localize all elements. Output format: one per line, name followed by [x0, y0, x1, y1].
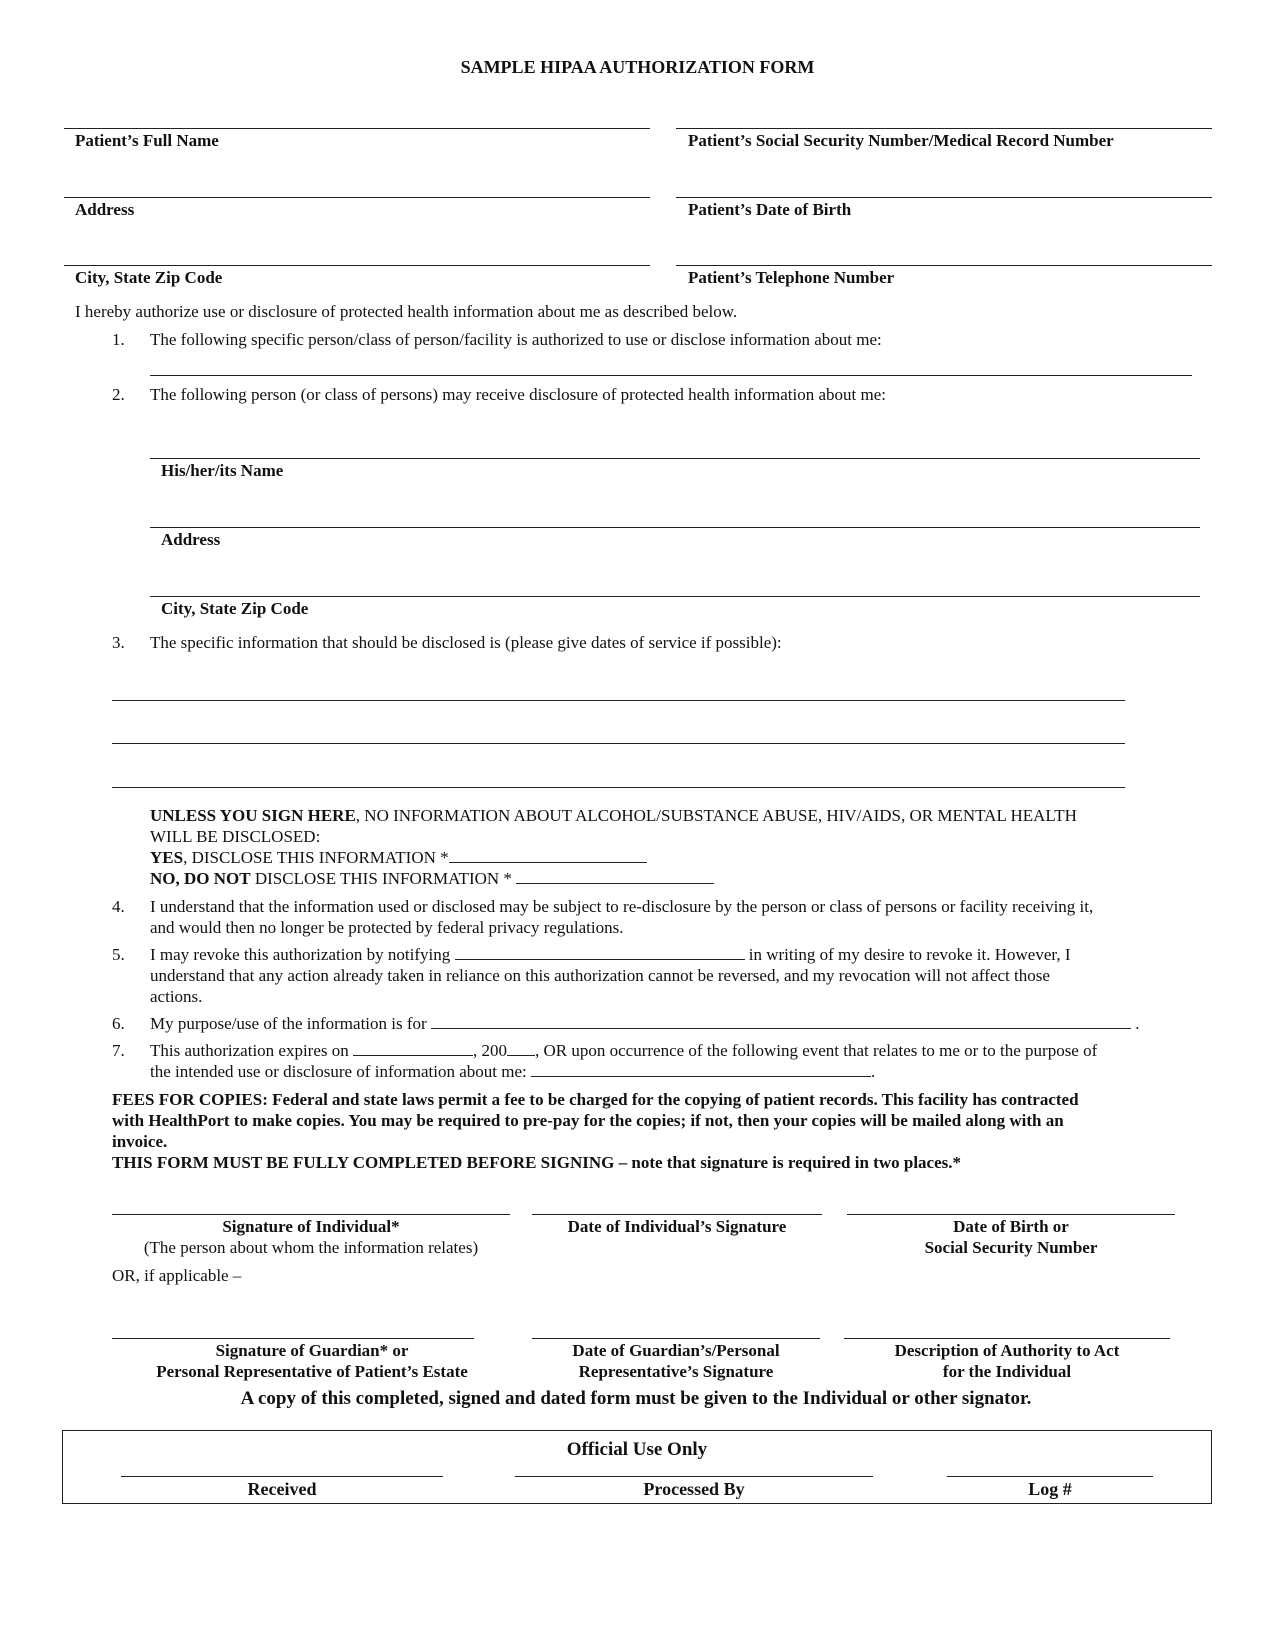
expiry-event-field[interactable]	[531, 1062, 871, 1077]
individual-signature-label: Signature of Individual*	[222, 1217, 400, 1236]
recipient-name-field[interactable]	[150, 458, 1200, 459]
or-if-applicable: OR, if applicable –	[112, 1266, 242, 1285]
item-number: 1.	[112, 330, 125, 349]
item-number: 6.	[112, 1014, 125, 1033]
full-name-label: Patient’s Full Name	[75, 131, 219, 150]
item2-text: The following person (or class of persons) may receive disclosure of protected health information about me:	[150, 385, 886, 404]
guardian-date-field[interactable]	[532, 1338, 820, 1339]
official-use-box	[62, 1430, 1212, 1504]
unless-line2: WILL BE DISCLOSED:	[150, 827, 321, 846]
guardian-signature-label-cont: Personal Representative of Patient’s Estate	[156, 1362, 468, 1381]
no-signature-field[interactable]	[516, 869, 714, 884]
fees-text-end: invoice.	[112, 1132, 168, 1151]
expiry-year-field[interactable]	[507, 1041, 535, 1056]
city-field[interactable]	[64, 265, 650, 266]
guardian-signature-field[interactable]	[112, 1338, 474, 1339]
full-name-field[interactable]	[64, 128, 650, 129]
individual-date-label: Date of Individual’s Signature	[567, 1217, 787, 1236]
ssn-field[interactable]	[676, 128, 1212, 129]
log-number-label: Log #	[1028, 1479, 1072, 1499]
item5-text: I may revoke this authorization by notifying in writing of my desire to revoke it. However, I	[150, 945, 1071, 964]
address-label: Address	[75, 200, 135, 219]
ssn-label: Patient’s Social Security Number/Medical Record Number	[688, 131, 1114, 150]
received-label: Received	[247, 1479, 317, 1499]
item7-text-cont: the intended use or disclosure of information about me: .	[150, 1062, 876, 1081]
authority-field[interactable]	[844, 1338, 1170, 1339]
received-field[interactable]	[121, 1476, 443, 1477]
info-field-2[interactable]	[112, 743, 1125, 744]
item3-text: The specific information that should be disclosed is (please give dates of service if possible):	[150, 633, 782, 652]
recipient-address-label: Address	[161, 530, 221, 549]
fees-text: FEES FOR COPIES: Federal and state laws permit a fee to be charged for the copying of patient records. This facility has contracted	[112, 1090, 1079, 1109]
form-title: SAMPLE HIPAA AUTHORIZATION FORM	[460, 57, 815, 77]
item-number: 2.	[112, 385, 125, 404]
address-field[interactable]	[64, 197, 650, 198]
no-disclose: NO, DO NOT DISCLOSE THIS INFORMATION *	[150, 869, 714, 889]
processed-by-label: Processed By	[643, 1479, 745, 1499]
item4-text: I understand that the information used or disclosed may be subject to re-disclosure by the person or class of persons or facility receiving it,	[150, 897, 1094, 916]
phone-label: Patient’s Telephone Number	[688, 268, 895, 287]
item1-field[interactable]	[150, 375, 1192, 376]
authority-label-cont: for the Individual	[942, 1362, 1072, 1381]
item7-text: This authorization expires on , 200 , OR upon occurrence of the following event that relates to me or to the purpose of	[150, 1041, 1098, 1060]
expiry-date-field[interactable]	[353, 1041, 473, 1056]
guardian-date-label-cont: Representative’s Signature	[578, 1362, 774, 1381]
phone-field[interactable]	[676, 265, 1212, 266]
recipient-address-field[interactable]	[150, 527, 1200, 528]
dob-field[interactable]	[676, 197, 1212, 198]
yes-signature-field[interactable]	[449, 848, 647, 863]
individual-signature-field[interactable]	[112, 1214, 510, 1215]
dob-label: Patient’s Date of Birth	[688, 200, 852, 219]
copy-note: A copy of this completed, signed and dated form must be given to the Individual or other signator.	[240, 1388, 1032, 1409]
item6-text: My purpose/use of the information is for .	[150, 1014, 1140, 1033]
item4-text-cont: and would then no longer be protected by federal privacy regulations.	[150, 918, 624, 937]
authority-label: Description of Authority to Act	[894, 1341, 1120, 1360]
official-use-title: Official Use Only	[566, 1439, 708, 1460]
item5-text-end: actions.	[150, 987, 203, 1006]
must-complete-note: THIS FORM MUST BE FULLY COMPLETED BEFORE SIGNING – note that signature is required in two places.*	[112, 1153, 961, 1172]
info-field-3[interactable]	[112, 787, 1125, 788]
intro-text: I hereby authorize use or disclosure of protected health information about me as described below.	[75, 302, 738, 321]
individual-signature-sublabel: (The person about whom the information relates)	[143, 1238, 479, 1257]
city-label: City, State Zip Code	[75, 268, 223, 287]
item-number: 4.	[112, 897, 125, 916]
recipient-city-field[interactable]	[150, 596, 1200, 597]
unless-text: UNLESS YOU SIGN HERE, NO INFORMATION ABOUT ALCOHOL/SUBSTANCE ABUSE, HIV/AIDS, OR MENTAL HEALTH	[150, 806, 1077, 825]
item-number: 5.	[112, 945, 125, 964]
fees-text-cont: with HealthPort to make copies. You may be required to pre-pay for the copies; if not, then your copies will be mailed along with an	[112, 1111, 1064, 1130]
recipient-name-label: His/her/its Name	[161, 461, 284, 480]
recipient-city-label: City, State Zip Code	[161, 599, 309, 618]
guardian-date-label: Date of Guardian’s/Personal	[572, 1341, 780, 1360]
revoke-to-field[interactable]	[455, 945, 745, 960]
yes-disclose: YES, DISCLOSE THIS INFORMATION *	[150, 848, 647, 868]
purpose-field[interactable]	[431, 1014, 1131, 1029]
dob-ssn-field[interactable]	[847, 1214, 1175, 1215]
item-number: 3.	[112, 633, 125, 652]
log-number-field[interactable]	[947, 1476, 1153, 1477]
info-field-1[interactable]	[112, 700, 1125, 701]
dob-ssn-label: Date of Birth or	[953, 1217, 1069, 1236]
item1-text: The following specific person/class of person/facility is authorized to use or disclose information about me:	[150, 330, 882, 349]
item5-text-cont: understand that any action already taken in reliance on this authorization cannot be reversed, and my revocation will not affect those	[150, 966, 1050, 985]
dob-ssn-label-cont: Social Security Number	[924, 1238, 1098, 1257]
processed-by-field[interactable]	[515, 1476, 873, 1477]
individual-date-field[interactable]	[532, 1214, 822, 1215]
item-number: 7.	[112, 1041, 125, 1060]
guardian-signature-label: Signature of Guardian* or	[215, 1341, 409, 1360]
